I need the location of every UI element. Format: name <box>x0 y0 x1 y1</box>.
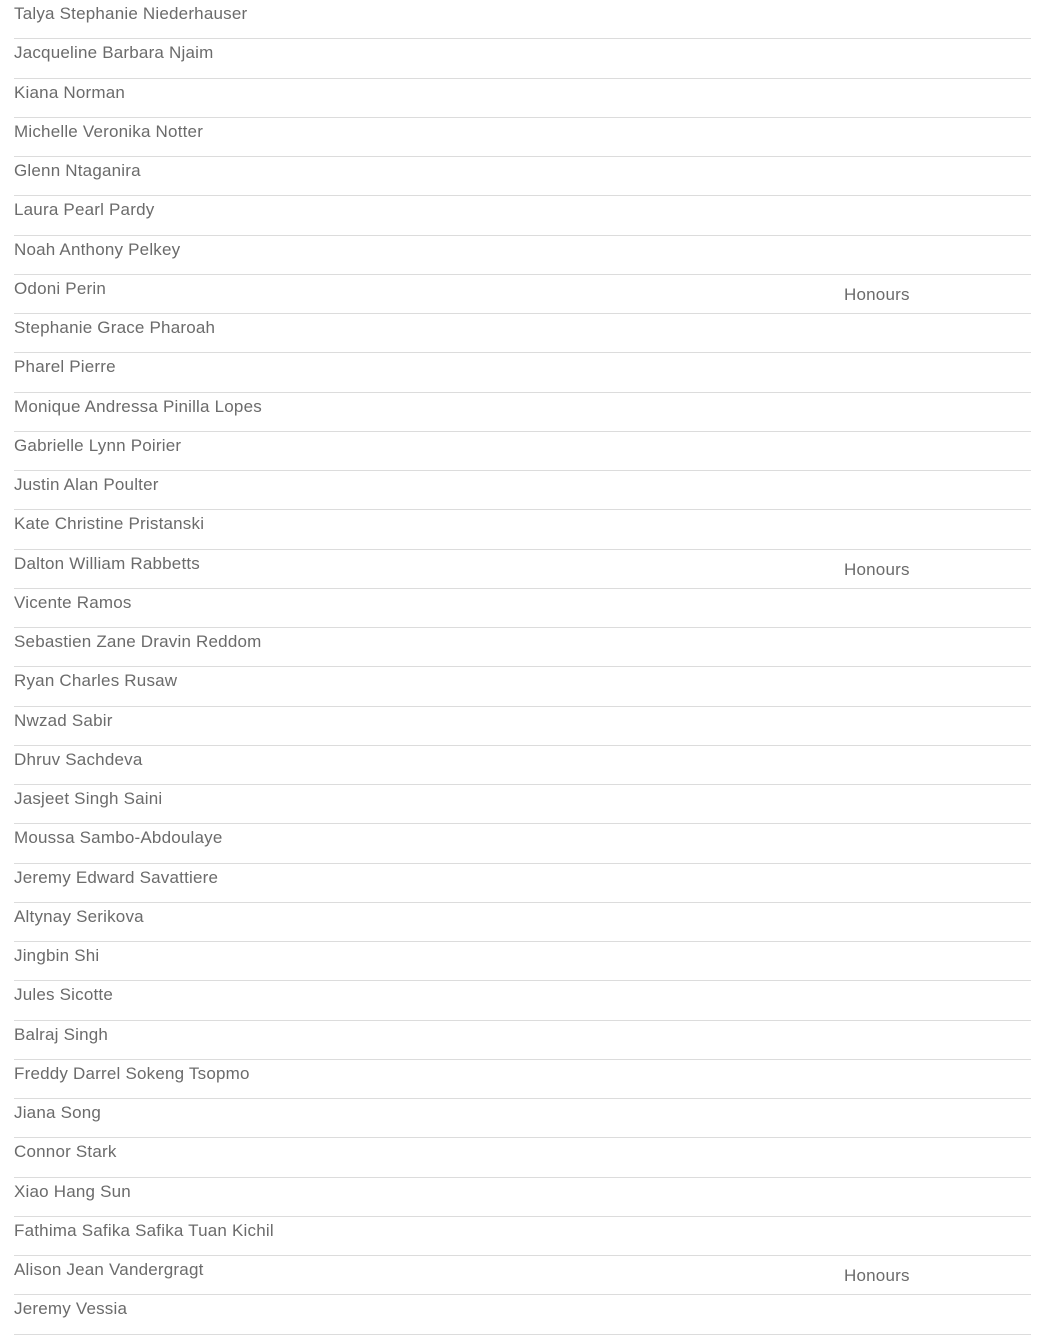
list-item <box>14 903 1031 942</box>
graduate-name: Dalton William Rabbetts <box>14 553 200 573</box>
graduate-name: Jeremy Vessia <box>14 1299 128 1319</box>
graduate-name: Jacqueline Barbara Njaim <box>14 43 214 63</box>
list-item <box>14 1099 1031 1138</box>
distinction-label: Honours <box>844 559 910 579</box>
graduate-name: Dhruv Sachdeva <box>14 749 143 769</box>
graduate-name: Moussa Sambo-Abdoulaye <box>14 828 223 848</box>
graduate-name: Noah Anthony Pelkey <box>14 239 181 259</box>
graduate-name: Vicente Ramos <box>14 592 132 612</box>
list-item <box>14 1217 1031 1256</box>
graduate-name: Nwzad Sabir <box>14 710 113 730</box>
list-item <box>14 39 1031 78</box>
graduate-name: Jasjeet Singh Saini <box>14 789 163 808</box>
graduate-name: Michelle Veronika Notter <box>14 121 204 141</box>
list-item <box>14 707 1031 746</box>
graduate-name: Odoni Perin <box>14 278 106 298</box>
graduate-name: Jeremy Edward Savattiere <box>14 867 219 887</box>
list-item <box>14 157 1031 196</box>
list-item <box>14 1021 1031 1060</box>
graduate-name: Balraj Singh <box>14 1024 109 1044</box>
list-item <box>14 667 1031 706</box>
graduate-list <box>14 0 1031 1335</box>
list-item <box>14 746 1031 785</box>
graduate-name: Ryan Charles Rusaw <box>14 671 178 691</box>
graduate-name: Kiana Norman <box>14 82 126 102</box>
list-item <box>14 393 1031 432</box>
list-item <box>14 785 1031 824</box>
graduate-name: Gabrielle Lynn Poirier <box>14 435 182 455</box>
list-item <box>14 236 1031 275</box>
graduate-name: Xiao Hang Sun <box>14 1181 131 1201</box>
graduate-name: Laura Pearl Pardy <box>14 200 155 220</box>
list-item <box>14 510 1031 549</box>
graduate-name: Talya Stephanie Niederhauser <box>14 4 248 23</box>
list-item <box>14 471 1031 510</box>
graduate-name: Freddy Darrel Sokeng Tsopmo <box>14 1063 250 1083</box>
graduate-name: Fathima Safika Safika Tuan Kichil <box>14 1220 274 1240</box>
list-item <box>14 432 1031 471</box>
list-item <box>14 196 1031 235</box>
list-item <box>14 864 1031 903</box>
list-item <box>14 118 1031 157</box>
graduate-name: Kate Christine Pristanski <box>14 514 205 534</box>
list-item <box>14 628 1031 667</box>
graduate-name: Glenn Ntaganira <box>14 161 141 180</box>
graduate-name: Connor Stark <box>14 1142 117 1162</box>
list-item <box>14 1178 1031 1217</box>
list-item <box>14 0 1031 39</box>
graduate-name: Justin Alan Poulter <box>14 475 159 494</box>
graduate-name: Altynay Serikova <box>14 906 144 926</box>
graduate-name: Jingbin Shi <box>14 946 100 965</box>
list-item <box>14 824 1031 863</box>
graduate-name: Pharel Pierre <box>14 357 116 377</box>
graduate-name: Sebastien Zane Dravin Reddom <box>14 632 262 651</box>
list-item <box>14 550 1031 589</box>
list-item <box>14 314 1031 353</box>
graduate-name: Jules Sicotte <box>14 985 113 1005</box>
graduate-name: Jiana Song <box>14 1103 102 1122</box>
distinction-label: Honours <box>844 1266 910 1285</box>
graduate-name: Stephanie Grace Pharoah <box>14 318 216 337</box>
list-item <box>14 942 1031 981</box>
list-item <box>14 981 1031 1020</box>
distinction-label: Honours <box>844 284 910 304</box>
list-item <box>14 1138 1031 1177</box>
list-item <box>14 275 1031 314</box>
list-item <box>14 79 1031 118</box>
list-item <box>14 589 1031 628</box>
list-item <box>14 353 1031 392</box>
graduate-name: Monique Andressa Pinilla Lopes <box>14 396 262 416</box>
list-item <box>14 1060 1031 1099</box>
list-item <box>14 1295 1031 1334</box>
graduate-name: Alison Jean Vandergragt <box>14 1260 204 1279</box>
list-item <box>14 1256 1031 1295</box>
